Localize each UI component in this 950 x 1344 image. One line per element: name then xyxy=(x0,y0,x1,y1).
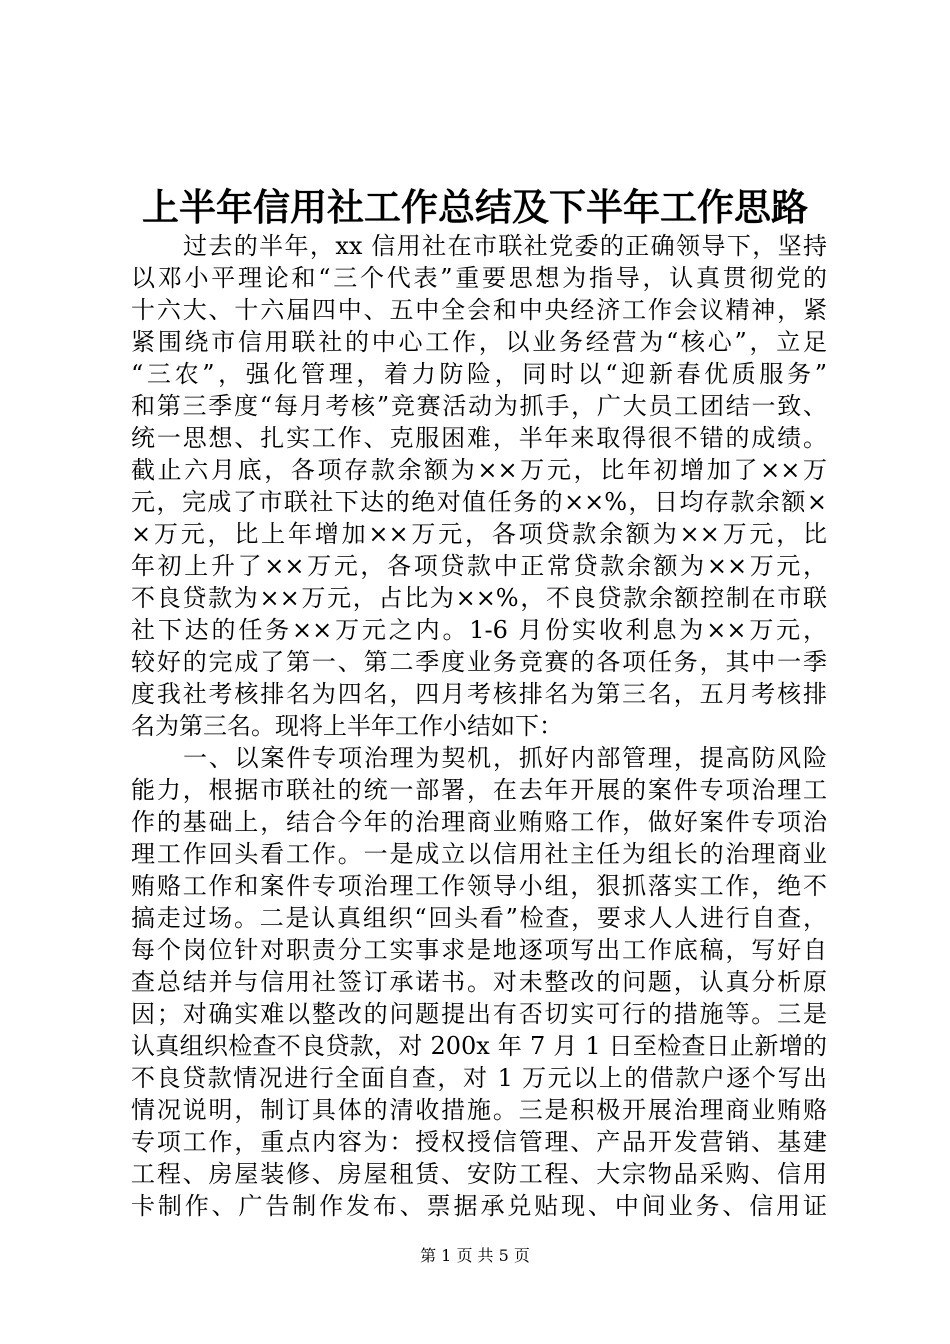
text-line: 作的基础上，结合今年的治理商业贿赂工作，做好案件专项治 xyxy=(131,808,827,836)
text-line: 过去的半年，xx 信用社在市联社党委的正确领导下，坚持 xyxy=(183,232,827,260)
text-line: 工程、房屋装修、房屋租赁、安防工程、大宗物品采购、信用 xyxy=(131,1160,827,1188)
text-line: ×万元，比上年增加××万元，各项贷款余额为××万元，比 xyxy=(131,520,827,548)
text-line: 和第三季度“每月考核”竞赛活动为抓手，广大员工团结一致、 xyxy=(131,392,827,420)
text-line: 紧围绕市信用联社的中心工作，以业务经营为“核心”，立足 xyxy=(131,328,827,356)
text-line: 认真组织检查不良贷款，对 200x 年 7 月 1 日至检查日止新增的 xyxy=(131,1032,827,1060)
text-line: 一、以案件专项治理为契机，抓好内部管理，提高防风险 xyxy=(183,744,827,772)
text-line: 度我社考核排名为四名，四月考核排名为第三名，五月考核排 xyxy=(131,680,827,708)
text-line: 社下达的任务××万元之内。1-6 月份实收利息为××万元， xyxy=(131,616,827,644)
text-line: 情况说明，制订具体的清收措施。三是积极开展治理商业贿赂 xyxy=(131,1096,827,1124)
text-line: 年初上升了××万元，各项贷款中正常贷款余额为××万元， xyxy=(131,552,827,580)
page-footer: 第 1 页 共 5 页 xyxy=(420,1246,530,1265)
text-line: 查总结并与信用社签订承诺书。对未整改的问题，认真分析原 xyxy=(131,968,827,996)
text-line: 能力，根据市联社的统一部署，在去年开展的案件专项治理工 xyxy=(131,776,827,804)
text-line: “三农”，强化管理，着力防险，同时以“迎新春优质服务” xyxy=(131,360,827,388)
text-line: 贿赂工作和案件专项治理工作领导小组，狠抓落实工作，绝不 xyxy=(131,872,827,900)
text-line: 搞走过场。二是认真组织“回头看”检查，要求人人进行自查， xyxy=(131,904,827,932)
text-line: 以邓小平理论和“三个代表”重要思想为指导，认真贯彻党的 xyxy=(131,264,827,292)
text-line: 专项工作，重点内容为：授权授信管理、产品开发营销、基建 xyxy=(131,1128,827,1156)
text-line: 每个岗位针对职责分工实事求是地逐项写出工作底稿，写好自 xyxy=(131,936,827,964)
text-line: 卡制作、广告制作发布、票据承兑贴现、中间业务、信用证 xyxy=(131,1192,827,1220)
text-line: 名为第三名。现将上半年工作小结如下： xyxy=(131,712,563,740)
text-line: 不良贷款情况进行全面自查，对 1 万元以上的借款户逐个写出 xyxy=(131,1064,827,1092)
text-line: 统一思想、扎实工作、克服困难，半年来取得很不错的成绩。 xyxy=(131,424,827,452)
text-line: 较好的完成了第一、第二季度业务竞赛的各项任务，其中一季 xyxy=(131,648,827,676)
document-title: 上半年信用社工作总结及下半年工作思路 xyxy=(142,186,808,229)
text-line: 元，完成了市联社下达的绝对值任务的××%，日均存款余额× xyxy=(131,488,827,516)
document-body xyxy=(131,230,827,1222)
text-line: 十六大、十六届四中、五中全会和中央经济工作会议精神，紧 xyxy=(131,296,827,324)
text-line: 理工作回头看工作。一是成立以信用社主任为组长的治理商业 xyxy=(131,840,827,868)
text-line: 不良贷款为××万元，占比为××%，不良贷款余额控制在市联 xyxy=(131,584,827,612)
text-line: 因；对确实难以整改的问题提出有否切实可行的措施等。三是 xyxy=(131,1000,827,1028)
text-line: 截止六月底，各项存款余额为××万元，比年初增加了××万 xyxy=(131,456,827,484)
